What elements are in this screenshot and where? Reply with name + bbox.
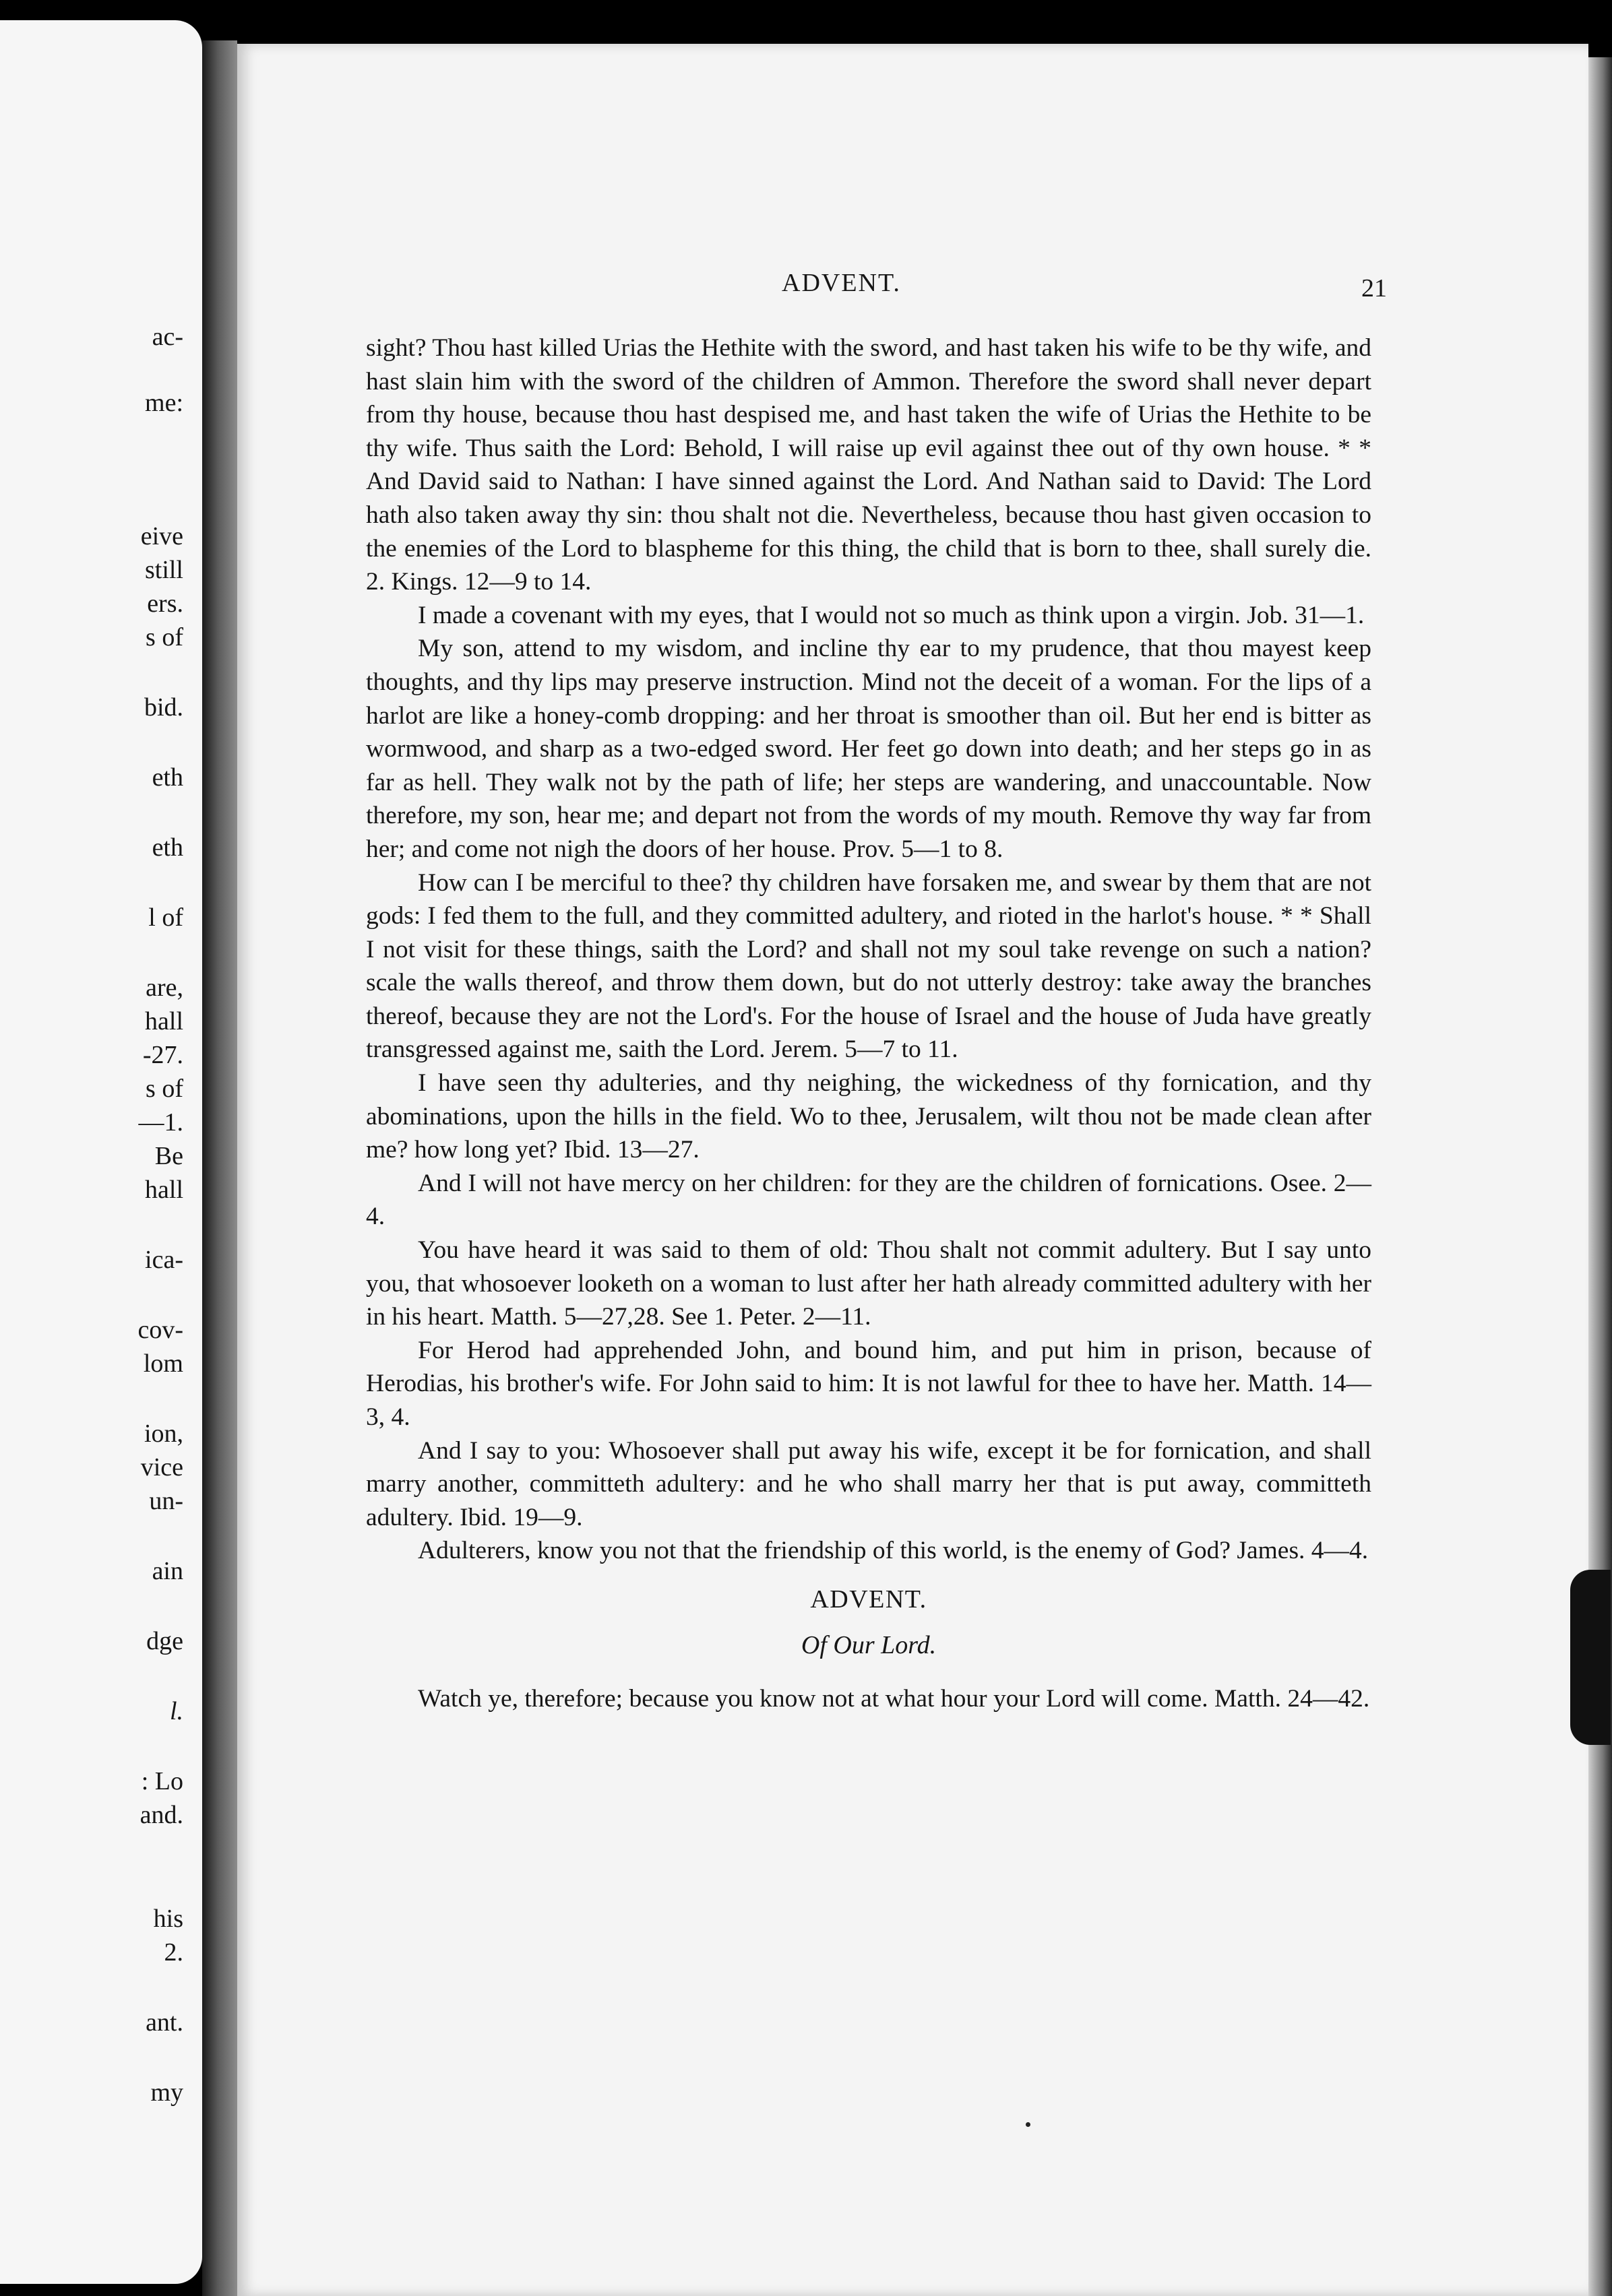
left-page-fragment: —1.	[138, 1108, 183, 1137]
left-page-fragment: ers.	[147, 589, 183, 618]
left-page-fragment: s of	[146, 1075, 183, 1103]
main-text	[366, 331, 1371, 1716]
running-head: ADVENT.	[782, 269, 901, 297]
left-page-fragment: my	[150, 2078, 183, 2107]
book-gutter	[202, 40, 237, 2296]
left-page-fragment: Be	[154, 1142, 183, 1170]
paragraph: And I will not have mercy on her children: for they are the children of fornications. Osee. 2—4.	[366, 1169, 1371, 1231]
left-page-fragment: still	[144, 556, 183, 584]
paragraph: You have heard it was said to them of old: Thou shalt not commit adultery. But I say unto you, that whosoever looketh on a woman to lust after her hath already committed adultery with her in his heart. Matth. 5—27,28. See 1. Peter. 2—11.	[366, 1236, 1371, 1331]
left-page-fragment: s of	[146, 623, 183, 651]
left-page-fragment: ica-	[145, 1246, 183, 1274]
left-page-fragment: hall	[145, 1176, 183, 1204]
page-edge	[1588, 57, 1612, 2296]
section-subheading: Of Our Lord.	[801, 1630, 937, 1659]
paragraph: Watch ye, therefore; because you know not at what hour your Lord will come. Matth. 24—42.	[418, 1684, 1370, 1713]
left-page-fragment: eth	[152, 763, 183, 792]
left-page-fragment: vice	[140, 1453, 183, 1481]
left-page-fragment: bid.	[144, 693, 183, 722]
left-page-fragment: 2.	[164, 1938, 183, 1967]
left-page-fragment: ion,	[144, 1420, 183, 1448]
left-page-fragment: l of	[148, 903, 183, 932]
page-edge-notch	[1570, 1570, 1611, 1745]
left-page-fragment: lom	[143, 1349, 183, 1378]
left-page-fragment: and.	[140, 1801, 183, 1829]
paragraph: How can I be merciful to thee? thy children have forsaken me, and swear by them that are not gods: I fed them to the full, and they committed adultery, and rioted in the harlot's house. * * Shall I not visit for these things, saith the Lord? and shall not my soul take revenge on such a nation? scale the walls thereof, and throw them down, but do not utterly destroy: take away the branches thereof, because they are not the Lord's. For the house of Israel and the house of Juda have greatly transgressed against me, saith the Lord. Jerem. 5—7 to 11.	[366, 868, 1371, 1064]
section-heading: ADVENT.	[810, 1585, 927, 1614]
paragraph: I made a covenant with my eyes, that I would not so much as think upon a virgin. Job. 31—1.	[418, 601, 1365, 629]
page-number: 21	[1361, 274, 1387, 302]
ink-dot	[1026, 2122, 1030, 2127]
left-page-fragment: un-	[149, 1487, 183, 1515]
left-page-fragment: ant.	[146, 2008, 183, 2037]
paragraph: My son, attend to my wisdom, and incline thy ear to my prudence, that thou mayest keep thoughts, and thy lips may preserve instruction. Mind not the deceit of a woman. For the lips of a harlot are like a honey-comb dropping: and her throat is smoother than oil. But her end is bitter as wormwood, and sharp as a two-edged sword. Her feet go down into death; and her steps go in as far as hell. They walk not by the path of life; her steps are wandering, and unaccountable. Now therefore, my son, hear me; and depart not from the words of my mouth. Remove thy way far from her; and come not nigh the doors of her house. Prov. 5—1 to 8.	[366, 635, 1371, 863]
left-page-fragment: ac-	[152, 323, 183, 351]
left-page-fragment: eth	[152, 833, 183, 862]
left-page-fragment: eive	[140, 522, 183, 550]
left-page-fragment: ain	[152, 1557, 183, 1585]
left-page-fragment: -27.	[142, 1041, 183, 1069]
left-page-fragment: l.	[169, 1697, 183, 1725]
left-page	[0, 20, 202, 2284]
left-page-fragment: : Lo	[141, 1767, 183, 1795]
left-page-fragment: cov-	[137, 1316, 183, 1344]
paragraph: Adulterers, know you not that the friendship of this world, is the enemy of God? James. 4—4.	[418, 1537, 1369, 1565]
paragraph: I have seen thy adulteries, and thy neighing, the wickedness of thy fornication, and thy abominations, upon the hills in the field. Wo to thee, Jerusalem, wilt thou not be made clean after me? how long yet? Ibid. 13—27.	[366, 1069, 1371, 1164]
left-page-fragment: hall	[145, 1007, 183, 1035]
left-page-fragment: his	[153, 1905, 183, 1933]
left-page-fragment: are,	[146, 974, 183, 1002]
paragraph: And I say to you: Whosoever shall put away his wife, except it be for fornication, and shall marry another, committeth adultery: and he who shall marry her that is put away, committeth adultery. Ibid. 19—9.	[366, 1436, 1371, 1531]
left-page-fragment: me:	[145, 389, 183, 417]
left-page-fragment: dge	[146, 1627, 183, 1655]
paragraph: sight? Thou hast killed Urias the Hethite with the sword, and hast taken his wife to be thy wife, and hast slain him with the sword of the children of Ammon. Therefore the sword shall never depart from thy house, because thou hast despised me, and hast taken the wife of Urias the Hethite to be thy wife. Thus saith the Lord: Behold, I will raise up evil against thee out of thy own house. * * And David said to Nathan: I have sinned against the Lord. And Nathan said to David: The Lord hath also taken away thy sin: thou shalt not die. Nevertheless, because thou hast given occasion to the enemies of the Lord to blaspheme for this thing, the child that is born to thee, shall surely die. 2. Kings. 12—9 to 14.	[366, 334, 1371, 596]
paragraph: For Herod had apprehended John, and bound him, and put him in prison, because of Herodias, his brother's wife. For John said to him: It is not lawful for thee to have her. Matth. 14—3, 4.	[366, 1336, 1371, 1431]
